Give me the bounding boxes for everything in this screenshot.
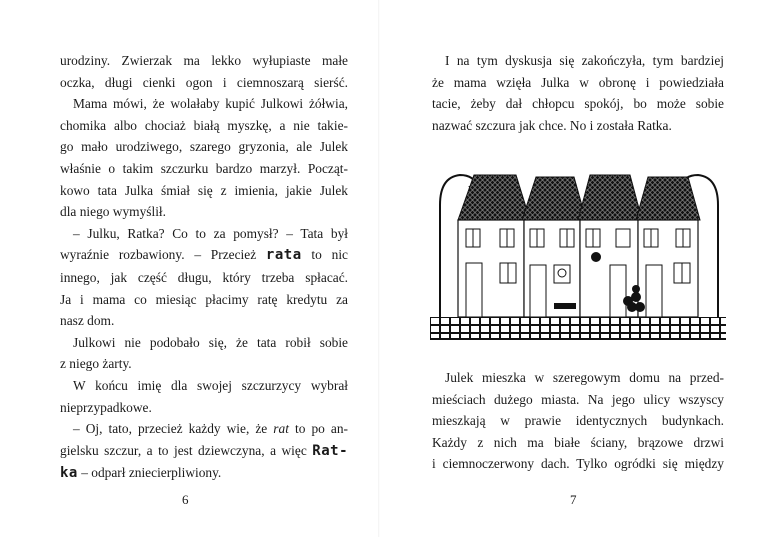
text-line: mieszkają w prawie identycznych budynkach. (432, 413, 724, 429)
text-line: urodziny. Zwierzak ma lekko wyłupiaste małe (60, 53, 348, 68)
text-line: Mama mówi, że wolałaby kupić Julkowi żółwia, (73, 96, 348, 112)
text-line: W końcu imię dla swojej szczurzycy wybrał (73, 377, 348, 393)
text-line: Julek mieszka w szeregowym domu na przed- (445, 370, 724, 385)
text-line: go mało urodziwego, szarego gryzonia, ale Julek (60, 139, 348, 155)
text-line: Każdy z nich ma białe ściany, brązowe drzwi (432, 434, 724, 450)
text-fragment: – Oj, tato, przecież każdy wie, że (73, 421, 268, 437)
text-line: i ciemnoczerwony dach. Tylko ogródki się między (432, 456, 724, 472)
text-fragment: to po an- (294, 421, 348, 437)
text-line (60, 244, 348, 267)
handwritten-word-rata: rata (265, 247, 302, 264)
italic-word-rat: rat (273, 421, 289, 437)
text-line (60, 440, 348, 463)
text-line: tacie, żeby dał chłopcu spokój, bo może sobie (432, 96, 724, 112)
text-line (60, 462, 348, 485)
text-line: nieprzypadkowe. (60, 399, 152, 415)
text-line: kowo tata Julka śmiał się z imienia, jakie Julek (60, 182, 348, 198)
text-line: innego, jak część długu, który trzeba spłacać. (60, 269, 348, 285)
text-line: Ja i mama co miesiąc płacimy ratę kredytu za (60, 291, 348, 307)
text-line: z niego żarty. (60, 356, 132, 372)
left-page-text (60, 50, 348, 485)
text-line: – Julku, Ratka? Co to za pomysł? – Tata był (73, 225, 348, 241)
text-line: nazwać szczura jak chce. No i została Ratka. (432, 117, 672, 133)
pavement (430, 317, 726, 339)
text-fragment: – odparł zniecierpliwiony. (81, 465, 222, 481)
text-line: nasz dom. (60, 313, 115, 329)
right-page (380, 0, 760, 537)
right-page-top-text (432, 50, 724, 136)
text-line: właśnie o takim szczurku bardzo marzył. Począt- (60, 160, 348, 176)
handwritten-word-ka: ka (60, 465, 78, 482)
text-line: chomika albo chociaż białą myszkę, a nie takie- (60, 117, 348, 133)
text-line: mieściach dużego miasta. Na jego ulicy wszyscy (432, 391, 724, 407)
text-fragment: to nic (311, 247, 348, 263)
text-fragment: wyraźnie rozbawiony. – Przecież (60, 247, 257, 263)
roofs (458, 175, 700, 220)
text-line: dla niego wymyślił. (60, 204, 167, 220)
text-line: że mama wzięła Julka w obronę i powiedziała (432, 74, 724, 90)
right-page-bottom-text (432, 367, 724, 475)
page-number: 6 (182, 492, 189, 507)
text-line: Julkowi nie podobało się, że tata robił sobie (73, 334, 348, 350)
row-houses-illustration (430, 165, 726, 350)
page-number: 7 (570, 492, 577, 507)
text-line: oczka, długi cienki ogon i ciemnoszarą sierść. (60, 74, 348, 90)
text-line (60, 418, 348, 440)
handwritten-word-rat: Rat- (312, 442, 348, 459)
text-line: I na tym dyskusja się zakończyła, tym bardziej (445, 53, 724, 68)
text-fragment: gielsku szczur, a to jest dziewczyna, a więc (60, 442, 307, 458)
